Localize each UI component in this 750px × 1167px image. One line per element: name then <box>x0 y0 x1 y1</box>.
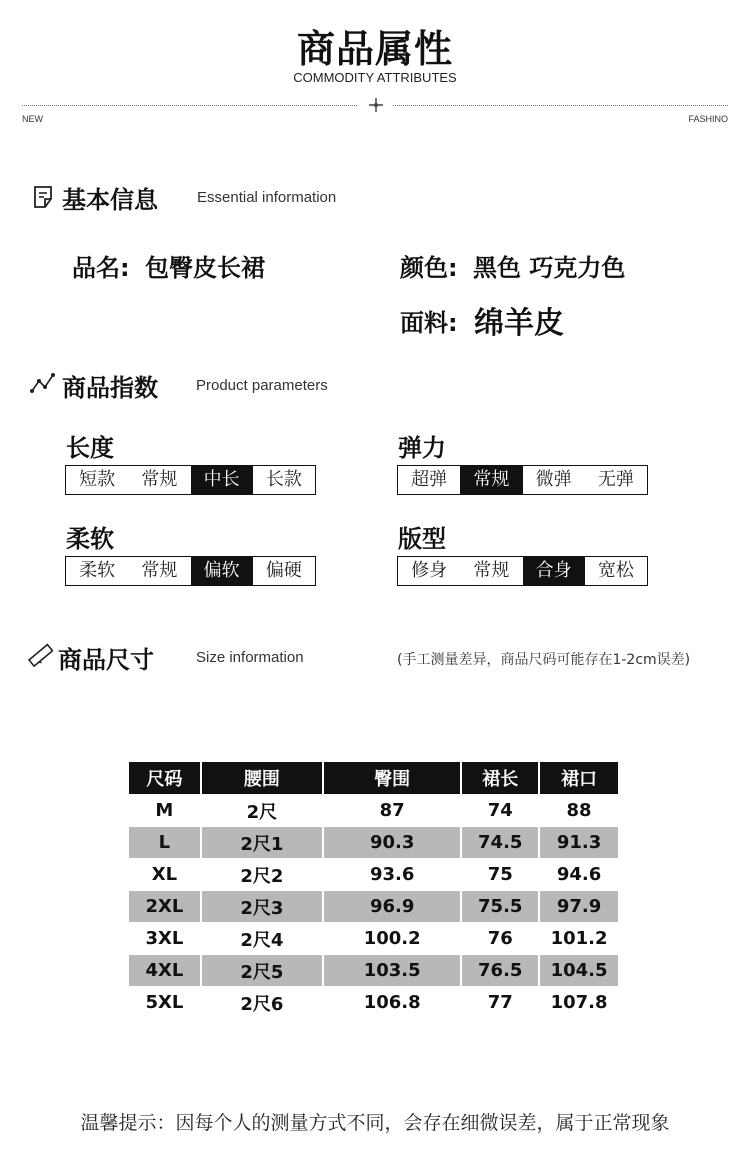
cell: 2尺2 <box>240 865 284 887</box>
cell: 76.5 <box>462 955 538 986</box>
params-title: 商品指数 <box>62 374 158 402</box>
cell: 93.6 <box>369 864 415 885</box>
header-hip: 臀围 <box>324 762 460 794</box>
cell: 2XL <box>129 891 200 922</box>
cell: 103.5 <box>324 955 460 986</box>
table-row <box>129 923 618 954</box>
size-table <box>127 761 620 1019</box>
basic-info-title: 基本信息 <box>62 186 158 214</box>
cell: 2尺6 <box>240 993 284 1015</box>
cell: 100.2 <box>363 928 421 949</box>
basic-info-title-en: Essential information <box>197 189 337 206</box>
size-title: 商品尺寸 <box>58 646 154 674</box>
header-hem: 裙口 <box>540 762 618 794</box>
cell: 75 <box>487 864 513 885</box>
cell: 96.9 <box>324 891 460 922</box>
length-option: 长款 <box>265 469 302 490</box>
cell: 2尺3 <box>202 891 322 922</box>
cell: 75.5 <box>462 891 538 922</box>
new-tag: NEW <box>22 114 43 124</box>
cell: 106.8 <box>363 992 421 1013</box>
page-title: 商品属性 <box>296 27 453 71</box>
fit-label: 版型 <box>398 525 446 553</box>
elasticity-option: 微弹 <box>535 469 572 490</box>
softness-option: 常规 <box>141 560 178 581</box>
cell: 88 <box>566 800 592 821</box>
elasticity-option-selected: 常规 <box>460 466 522 494</box>
fashion-tag: FASHINO <box>688 114 728 124</box>
ruler-icon <box>27 643 53 669</box>
cross-ornament-icon <box>368 97 384 113</box>
cell: 4XL <box>129 955 200 986</box>
header-length: 裙长 <box>462 762 538 794</box>
table-row <box>129 891 618 922</box>
color-label: 颜色: <box>400 254 458 282</box>
length-option: 常规 <box>141 469 178 490</box>
cell: 76 <box>487 928 513 949</box>
params-title-en: Product parameters <box>196 377 328 394</box>
elasticity-label: 弹力 <box>398 434 446 462</box>
fabric-value: 绵羊皮 <box>474 306 564 341</box>
cell: 87 <box>379 800 405 821</box>
elasticity-option: 无弹 <box>597 469 634 490</box>
cell: 97.9 <box>540 891 618 922</box>
length-label: 长度 <box>66 434 114 462</box>
table-row <box>129 955 618 986</box>
table-header-row <box>129 762 618 794</box>
cell: 3XL <box>145 928 184 949</box>
header-waist: 腰围 <box>202 762 322 794</box>
divider-right <box>393 105 728 106</box>
softness-scale <box>65 556 316 586</box>
name-label: 品名: <box>72 254 130 282</box>
fit-scale <box>397 556 648 586</box>
fit-option: 修身 <box>411 560 448 581</box>
color-value: 黑色 巧克力色 <box>473 254 626 282</box>
cell: 101.2 <box>550 928 608 949</box>
elasticity-option: 超弹 <box>411 469 448 490</box>
length-scale <box>65 465 316 495</box>
table-row <box>129 795 618 826</box>
cell: 74 <box>487 800 513 821</box>
softness-label: 柔软 <box>66 525 114 553</box>
cell: 77 <box>487 992 513 1013</box>
cell: 2尺5 <box>202 955 322 986</box>
page-subtitle: COMMODITY ATTRIBUTES <box>293 70 457 85</box>
table-row <box>129 859 618 890</box>
elasticity-scale <box>397 465 648 495</box>
cell: 90.3 <box>324 827 460 858</box>
cell: L <box>129 827 200 858</box>
cell: 94.6 <box>556 864 602 885</box>
cell: 2尺4 <box>240 929 284 951</box>
header-size: 尺码 <box>129 762 200 794</box>
length-option-selected: 中长 <box>191 466 253 494</box>
cell: 74.5 <box>462 827 538 858</box>
table-row <box>129 827 618 858</box>
cell: 104.5 <box>540 955 618 986</box>
cell: M <box>155 800 174 821</box>
softness-option-selected: 偏软 <box>191 557 253 585</box>
size-title-en: Size information <box>196 649 304 666</box>
cell: 2尺 <box>246 801 278 823</box>
fabric-label: 面料: <box>400 309 458 337</box>
divider-left <box>22 105 357 106</box>
document-icon <box>33 185 55 209</box>
length-option: 短款 <box>79 469 116 490</box>
cell: XL <box>151 864 178 885</box>
footer-tip: 温馨提示：因每个人的测量方式不同，会存在细微误差，属于正常现象 <box>80 1112 670 1134</box>
fit-option-selected: 合身 <box>523 557 585 585</box>
softness-option: 柔软 <box>79 560 116 581</box>
cell: 91.3 <box>540 827 618 858</box>
fit-option: 常规 <box>473 560 510 581</box>
table-row <box>129 987 618 1018</box>
measurement-note: (手工测量差异，商品尺码可能存在1-2cm误差) <box>397 652 691 668</box>
softness-option: 偏硬 <box>265 560 302 581</box>
name-value: 包臀皮长裙 <box>145 254 265 282</box>
cell: 107.8 <box>550 992 608 1013</box>
cell: 2尺1 <box>202 827 322 858</box>
cell: 5XL <box>145 992 184 1013</box>
line-chart-icon <box>30 372 56 394</box>
fit-option: 宽松 <box>597 560 634 581</box>
